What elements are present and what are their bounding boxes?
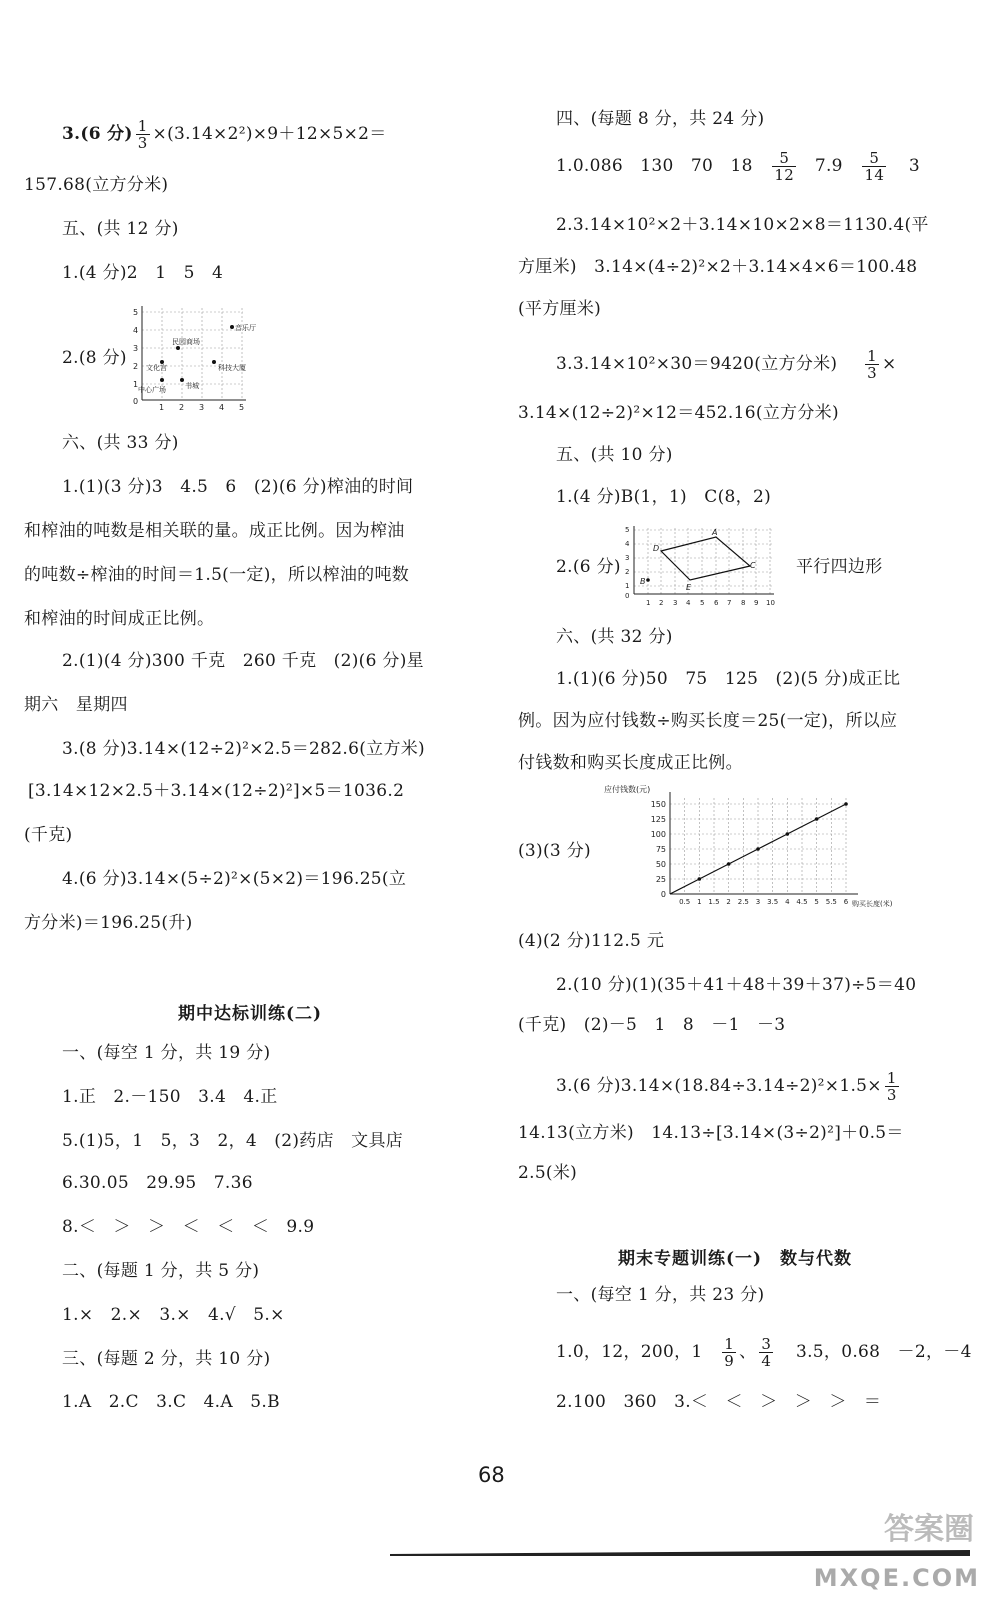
y-tick: 0 [625,592,630,600]
x-tick-label: 1.5 [708,898,720,906]
y-tick-label: 50 [655,860,666,869]
y-tick: 2 [133,362,139,371]
map-point [176,346,180,350]
point-label: C [750,561,756,570]
q3-prefix: 3.(6 分) [62,124,133,144]
fraction: $\frac{3}{4}$ [761,1335,772,1370]
point-label: D [653,544,660,553]
part-three-heading: 三、(每题 2 分，共 10 分) [62,1349,271,1369]
r-q6-1-line-c: 付钱数和购买长度成正比例。 [518,753,743,773]
watermark: MXQE.COM [813,1564,980,1592]
x-tick: 5 [239,403,245,412]
r-q6-1-line-b: 例。因为应付钱数÷购买长度＝25(一定)，所以应 [518,711,898,731]
y-tick-label: 75 [655,845,666,854]
y-tick-label: 100 [650,830,666,839]
x-tick: 8 [741,599,746,607]
y-tick: 4 [133,326,139,335]
r-section-six-heading: 六、(共 32 分) [556,627,673,647]
part-one-heading: 一、(每空 1 分，共 19 分) [62,1043,271,1063]
y-tick: 1 [625,582,630,590]
r-part-one-heading: 一、(每空 1 分，共 23 分) [556,1285,765,1305]
point-label: E [686,583,692,592]
x-tick-label: 2.5 [737,898,749,906]
x-tick-label: 3.5 [767,898,779,906]
r-q5-1: 1.(4 分)B(1，1) C(8，2) [556,487,771,507]
parallelogram-grid-figure [620,522,782,608]
map-point [230,325,234,329]
q6-3-line-c: (千克) [24,825,73,845]
part-one-q1: 1.正 2.－150 3.4 4.正 [62,1087,278,1107]
parallelogram-shape [661,537,750,580]
x-tick: 1 [159,403,165,412]
map-label: 民园商场 [172,338,200,346]
x-tick-label: 5 [814,898,819,906]
x-tick: 3 [199,403,205,412]
q5-2: 2.(8 分) [62,348,127,368]
q3-expression: ×(3.14×2²)×9＋12×5×2＝ [152,124,387,144]
x-tick: 1 [646,599,651,607]
y-tick: 2 [625,568,630,576]
map-point [212,360,216,364]
part-three-answers: 1.A 2.C 3.C 4.A 5.B [62,1392,280,1412]
data-point [756,847,760,851]
r-q6-1-part4: (4)(2 分)112.5 元 [518,931,665,951]
fraction: $\frac{5}{14}$ [864,149,885,184]
map-label: 音乐厅 [235,324,256,332]
section-six-heading: 六、(共 33 分) [62,433,179,453]
chart-xlabel: 购买长度(米) [852,900,893,908]
chart-ylabel: 应付钱数(元) [604,785,651,794]
r-q6-1-part3: (3)(3 分) [518,841,591,861]
r-q2-line-a: 2.3.14×10²×2＋3.14×10×2×8＝1130.4(平 [556,215,929,235]
map-label: 文化宫 [146,364,167,372]
r-section-five-heading: 五、(共 10 分) [556,445,673,465]
bottom-decorative-bar [390,1550,970,1556]
q6-1-line-b: 和榨油的吨数是相关联的量。成正比例。因为榨油 [24,521,405,541]
x-tick: 4 [686,599,691,607]
data-point [727,862,731,866]
part-one-q8: 8.＜ ＞ ＞ ＜ ＜ ＜ 9.9 [62,1217,315,1237]
point-label: A [712,528,718,537]
x-tick: 2 [179,403,185,412]
y-tick: 1 [133,380,139,389]
x-tick: 7 [727,599,732,607]
x-tick: 4 [219,403,225,412]
r-q6-1-line-a: 1.(1)(6 分)50 75 125 (2)(5 分)成正比 [556,669,901,689]
x-tick-label: 0.5 [679,898,691,906]
r-q5-2-answer: 平行四边形 [796,557,883,577]
map-label: 中心广场 [138,386,166,394]
r-q1: 1.0.086 130 70 18 $\frac{5}{12}$ 7.9 $\frac{5}{14}$ 3 [556,149,921,184]
q6-4-line-b: 方分米)＝196.25(升) [24,913,193,933]
r-q6-3-line-c: 2.5(米) [518,1163,578,1183]
x-tick-label: 1 [697,898,702,906]
r-q2-line-c: (平方厘米) [518,299,602,319]
q6-3-line-a: 3.(8 分)3.14×(12÷2)²×2.5＝282.6(立方米) [62,739,425,759]
data-point [786,832,790,836]
r-q3-line-a: 3.3.14×10²×30＝9420(立方分米) $\frac{1}{3}$ × [556,347,897,382]
r-part-one-q1: 1.0，12，200，1 $\frac{1}{9}$ 、 $\frac{3}{4}$ 3.5，0.68 －2，－4 [556,1335,972,1370]
point-b [646,578,650,582]
x-tick: 9 [754,599,759,607]
fraction: $\frac{1}{3}$ [867,347,877,382]
r-q6-2-line-a: 2.(10 分)(1)(35＋41＋48＋39＋37)÷5＝40 [556,975,917,995]
y-tick: 5 [133,308,139,317]
q6-1-line-c: 的吨数÷榨油的时间＝1.5(一定)，所以榨油的吨数 [24,565,410,585]
map-label: 书城 [185,382,199,390]
section-four-heading: 四、(每题 8 分，共 24 分) [556,109,765,129]
left-line-2: 157.68(立方分米) [24,175,169,195]
q5-1: 1.(4 分)2 1 5 4 [62,263,224,283]
x-tick: 3 [673,599,678,607]
fraction: $\frac{1}{3}$ [137,117,148,152]
part-two-answers: 1.× 2.× 3.× 4.√ 5.× [62,1305,285,1325]
x-tick: 2 [659,599,664,607]
q6-2-line-b: 期六 星期四 [24,695,128,715]
section-title-final-1: 期末专题训练(一) 数与代数 [617,1249,853,1269]
y-tick: 3 [625,554,630,562]
q6-3-line-b: [3.14×12×2.5＋3.14×(12÷2)²]×5＝1036.2 [28,781,405,801]
x-tick-label: 3 [755,898,761,906]
r-q6-3-line-a: 3.(6 分)3.14×(18.84÷3.14÷2)²×1.5× $\frac{1}{3}$ [556,1069,897,1104]
x-tick: 6 [714,599,719,607]
q6-2-line-a: 2.(1)(4 分)300 千克 260 千克 (2)(6 分)星 [62,651,424,671]
data-point [844,802,848,806]
y-tick-label: 125 [650,815,666,824]
fraction: $\frac{5}{12}$ [774,149,795,184]
y-tick-label: 0 [660,890,666,899]
r-q6-3-line-b: 14.13(立方米) 14.13÷[3.14×(3÷2)²]＋0.5＝ [518,1123,904,1143]
part-two-heading: 二、(每题 1 分，共 5 分) [62,1261,260,1281]
x-tick-label: 6 [843,898,849,906]
y-tick-label: 150 [650,800,666,809]
x-tick-label: 2 [726,898,731,906]
x-tick: 10 [766,599,775,607]
q6-1-line-a: 1.(1)(3 分)3 4.5 6 (2)(6 分)榨油的时间 [62,477,414,497]
y-tick-label: 25 [655,875,666,884]
data-point [815,817,819,821]
section-title-midterm-2: 期中达标训练(二) [177,1004,323,1024]
y-tick: 3 [133,344,139,353]
x-tick-label: 4.5 [796,898,808,906]
watermark-logo-text: 答案圈 [884,1512,974,1547]
fraction: $\frac{1}{3}$ [886,1069,897,1104]
left-line-1 [62,118,387,151]
point-label: B [640,577,646,586]
x-tick-label: 5.5 [825,898,837,906]
r-q2-line-b: 方厘米) 3.14×(4÷2)²×2＋3.14×4×6＝100.48 [518,257,918,277]
map-point [180,378,184,382]
part-one-q5: 5.(1)5，1 5，3 2，4 (2)药店 文具店 [62,1131,404,1151]
q6-4-line-a: 4.(6 分)3.14×(5÷2)²×(5×2)＝196.25(立 [62,869,407,889]
x-tick-label: 4 [785,898,790,906]
fraction: $\frac{1}{9}$ [724,1335,735,1370]
map-point [160,378,164,382]
map-label: 科技大厦 [218,364,246,372]
r-q3-line-b: 3.14×(12÷2)²×12＝452.16(立方分米) [518,403,839,423]
r-q6-2-line-b: (千克) (2)－5 1 8 －1 －3 [518,1015,786,1035]
section-five-heading: 五、(共 12 分) [62,219,179,239]
y-tick: 4 [625,540,630,548]
y-tick: 0 [133,397,139,406]
map-grid-figure [128,300,268,412]
r-part-one-q2: 2.100 360 3.＜ ＜ ＞ ＞ ＞ ＝ [556,1392,882,1412]
page-number: 68 [478,1463,505,1487]
x-tick: 5 [700,599,705,607]
q6-1-line-d: 和榨油的时间成正比例。 [24,609,215,629]
y-tick: 5 [625,526,630,534]
data-point [698,877,702,881]
part-one-q6: 6.30.05 29.95 7.36 [62,1173,253,1193]
r-q5-2: 2.(6 分) [556,557,621,577]
price-length-line-chart [600,782,910,916]
